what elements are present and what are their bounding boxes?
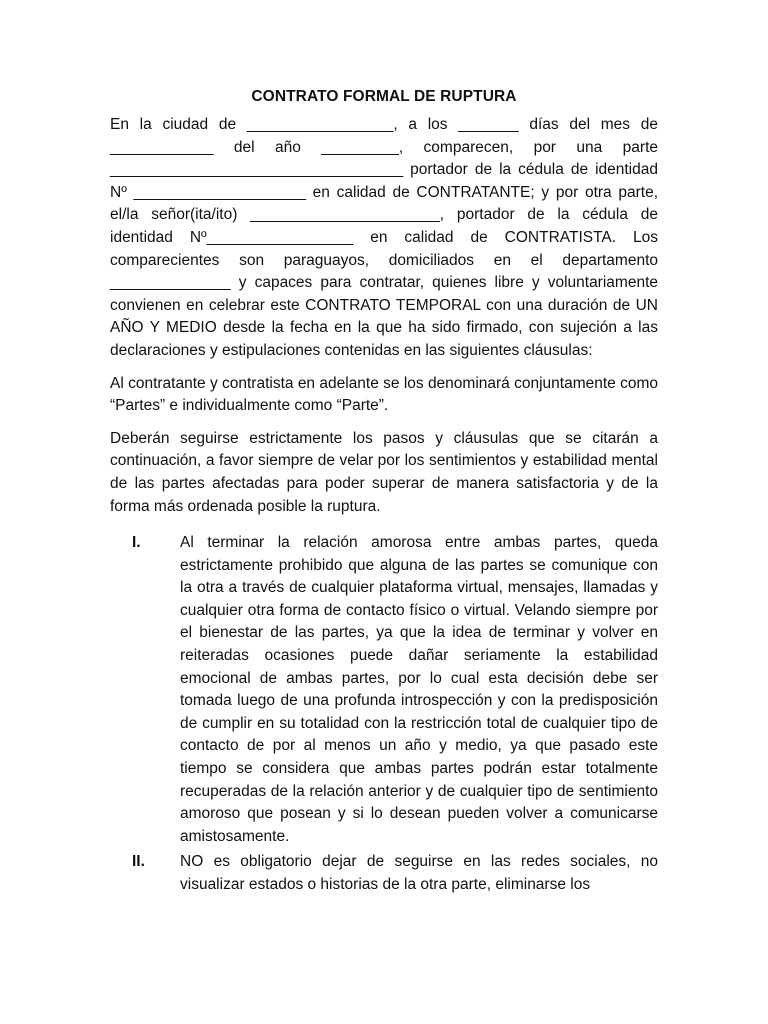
intro-paragraph: En la ciudad de _________________, a los _______ días del mes de ____________ del año _________, comparecen, por una parte __________________________________ portador de la cédula de identidad Nº ____________________ en calidad de CONTRATANTE; y por otra parte, el/la señor(ita/ito) ______________________, portador de la cédula de identidad Nº_________________ en calidad de CONTRATISTA. Los comparecientes son paraguayos, domiciliados en el departamento ______________ y capaces para contratar, quienes libre y voluntariamente convienen en celebrar este CONTRATO TEMPORAL con una duración de UN AÑO Y MEDIO desde la fecha en la que ha sido firmado, con sujeción a las declaraciones y estipulaciones contenidas en las siguientes cláusulas:: [110, 116, 658, 359]
clause-item: [110, 851, 658, 896]
clauses-list: [110, 532, 658, 897]
instructions-paragraph: Deberán seguirse estrictamente los pasos y cláusulas que se citarán a continuación, a favor siempre de velar por los sentimientos y estabilidad mental de las partes afectadas para poder superar de manera satisfactoria y de la forma más ordenada posible la ruptura.: [110, 429, 658, 515]
clause-number: II.: [132, 853, 145, 871]
document-title: CONTRATO FORMAL DE RUPTURA: [251, 88, 517, 105]
clause-text: Al terminar la relación amorosa entre ambas partes, queda estrictamente prohibido que alguna de las partes se comunique con la otra a través de cualquier plataforma virtual, mensajes, llamadas y cualquier otra forma de contacto físico o virtual. Velando siempre por el bienestar de las partes, ya que la idea de terminar y volver en reiteradas ocasiones puede dañar seriamente la estabilidad emocional de ambas partes, por lo cual esta decisión debe ser tomada luego de una profunda introspección y con la predisposición de cumplir en su totalidad con la restricción total de cualquier tipo de contacto de por al menos un año y medio, ya que pasado este tiempo se considera que ambas partes podrán estar totalmente recuperadas de la relación anterior y de cualquier tipo de sentimiento amoroso que posean y si lo desean pueden volver a comunicarse amistosamente.: [180, 534, 658, 845]
clause-number: I.: [132, 534, 141, 552]
clause-item: [110, 532, 658, 848]
clause-text: NO es obligatorio dejar de seguirse en las redes sociales, no visualizar estados o historias de la otra parte, eliminarse los: [180, 853, 658, 893]
parties-definition-paragraph: Al contratante y contratista en adelante se los denominará conjuntamente como “Partes” e individualmente como “Parte”.: [110, 374, 658, 415]
contract-page: [110, 86, 658, 900]
